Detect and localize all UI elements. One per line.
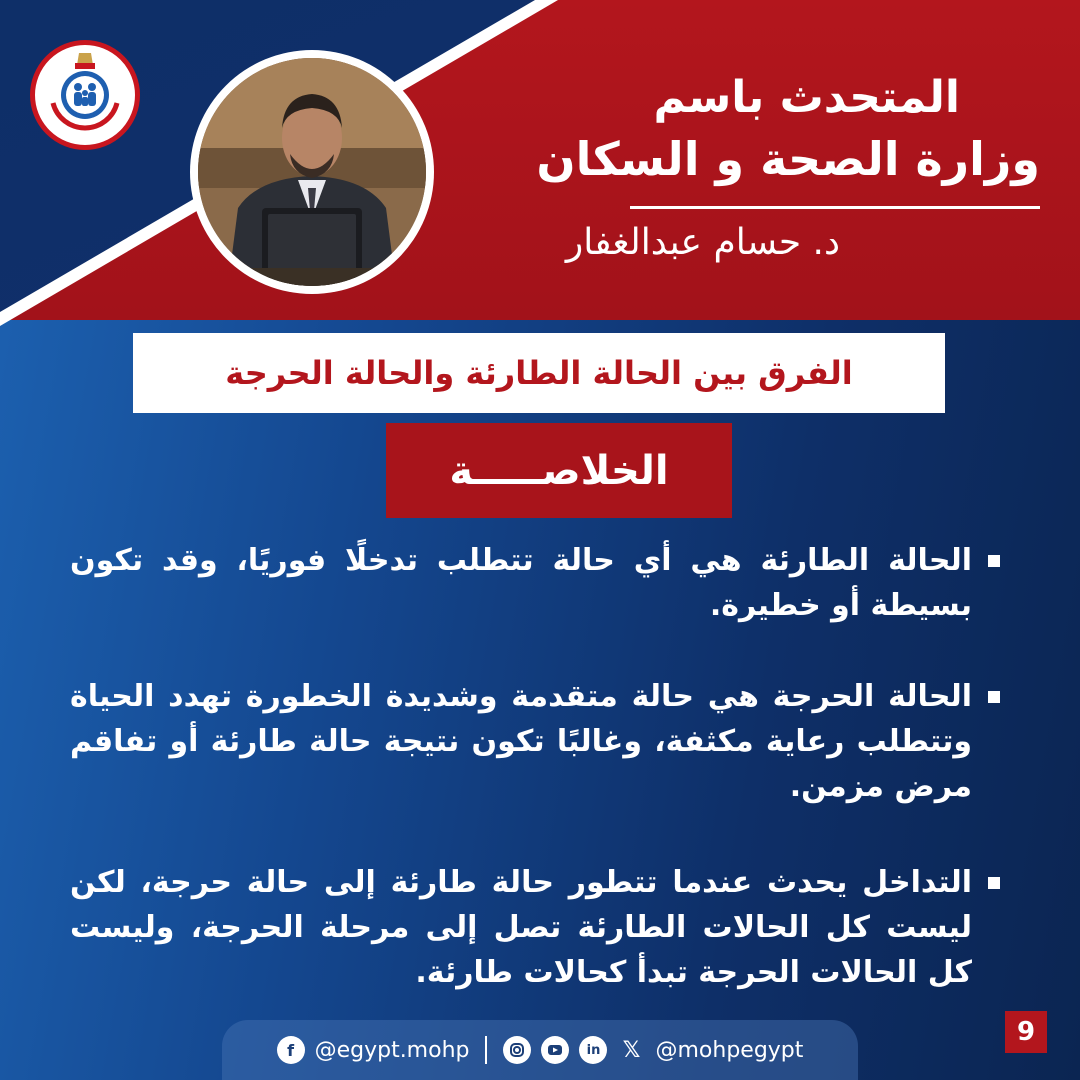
topic-title: الفرق بين الحالة الطارئة والحالة الحرجة — [225, 354, 853, 392]
bullet-square-icon — [988, 691, 1000, 703]
speaker-photo — [198, 58, 426, 286]
page-number-badge: 9 — [1005, 1011, 1047, 1053]
bullet-item-2 — [70, 674, 1000, 809]
social-handle[interactable]: @mohpegypt — [655, 1037, 804, 1063]
bullet-text: الحالة الحرجة هي حالة متقدمة وشديدة الخطورة تهدد الحياة وتتطلب رعاية مكثفة، وغالبًا تكون نتيجة حالة طارئة أو تفاقم مرض مزمن. — [70, 679, 972, 804]
topic-banner — [133, 333, 945, 413]
footer-separator — [485, 1036, 487, 1064]
summary-banner — [386, 423, 732, 518]
header-title-line1: المتحدث باسم — [653, 72, 960, 123]
facebook-handle[interactable]: @egypt.mohp — [314, 1037, 470, 1063]
facebook-icon[interactable]: f — [277, 1036, 305, 1064]
speaker-portrait — [190, 50, 434, 294]
bullet-text: التداخل يحدث عندما تتطور حالة طارئة إلى حالة حرجة، لكن ليست كل الحالات الطارئة تصل إلى مرحلة الحرجة، وليست كل الحالات الحرجة تبدأ كحالات طارئة. — [70, 865, 972, 990]
instagram-icon[interactable] — [503, 1036, 531, 1064]
ministry-logo — [30, 40, 140, 150]
bullet-item-3 — [70, 860, 1000, 995]
x-icon[interactable]: 𝕏 — [622, 1037, 641, 1063]
bullet-square-icon — [988, 877, 1000, 889]
ministry-emblem-icon — [35, 45, 135, 145]
bullet-text: الحالة الطارئة هي أي حالة تتطلب تدخلًا فوريًا، وقد تكون بسيطة أو خطيرة. — [70, 543, 972, 623]
title-divider — [630, 206, 1040, 209]
header-title-line2: وزارة الصحة و السكان — [536, 132, 1040, 186]
summary-label: الخلاصـــــة — [449, 447, 669, 494]
bullet-square-icon — [988, 555, 1000, 567]
linkedin-icon[interactable]: in — [579, 1036, 607, 1064]
speaker-name: د. حسام عبدالغفار — [565, 222, 840, 263]
social-footer — [222, 1020, 858, 1080]
bullet-item-1 — [70, 538, 1000, 628]
youtube-icon[interactable] — [541, 1036, 569, 1064]
